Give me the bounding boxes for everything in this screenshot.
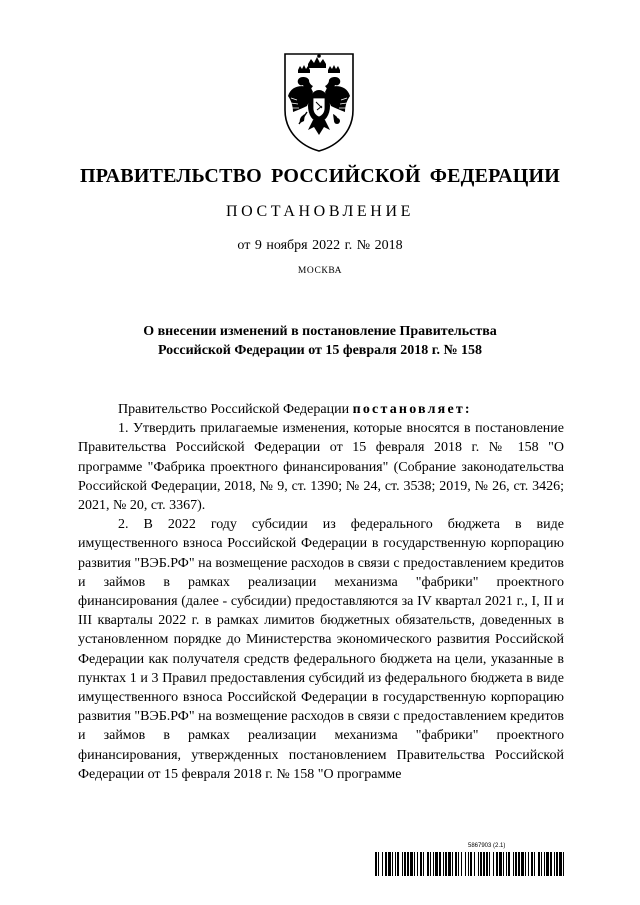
paragraph-item-2: 2. В 2022 году субсидии из федерального бюджета в виде имущественного взноса Российской Федерации в государственную корпорацию развития "ВЭБ.РФ" на возмещение расходов в связи с предоставлением кредитов и займов в рамках реализации механизма "фабрики" проектного финансирования (далее - субсидии) предоставляются за IV квартал 2021 г., I, II и III кварталы 2022 г. в рамках лимитов бюджетных обязательств, доведенных в установленном порядке до Министерства экономического развития Российской Федерации как получателя средств федерального бюджета на цели, указанные в пунктах 1 и 3 Правил предоставления субсидий из федерального бюджета в виде имущественного взноса Российской Федерации в государственную корпорацию развития "ВЭБ.РФ" на возмещение расходов в связи с предоставлением кредитов и займов в рамках реализации механизма "фабрики" проектного финансирования, утвержденных постановлением Правительства Российской Федерации от 15 февраля 2018 г. № 158 "О программе — [78, 517, 564, 782]
barcode-icon — [375, 852, 565, 876]
intro-text: Правительство Российской Федерации — [118, 402, 350, 417]
intro-verb: постановляет: — [352, 402, 472, 417]
document-title-line-1: О внесении изменений в постановление Правительства — [143, 324, 497, 339]
barcode-id: 5867903 (2.1) — [468, 843, 506, 849]
document-city: МОСКВА — [297, 266, 343, 276]
document-title-line-2: Российской Федерации от 15 февраля 2018 г. № 158 — [157, 343, 483, 358]
document-type: ПОСТАНОВЛЕНИЕ — [226, 203, 414, 220]
document-title — [60, 322, 580, 360]
government-name: ПРАВИТЕЛЬСТВО РОССИЙСКОЙ ФЕДЕРАЦИИ — [80, 165, 560, 187]
paragraph-item-1: 1. Утвердить прилагаемые изменения, которые вносятся в постановление Правительства Российской Федерации от 15 февраля 2018 г. № 158 "О программе "Фабрика проектного финансирования" (Собрание законодательства Российской Федерации, 2018, № 9, ст. 1390; № 24, ст. 3538; 2019, № 26, ст. 3426; 2021, № 20, ст. 3367). — [78, 421, 564, 514]
intro-paragraph — [78, 400, 564, 419]
document-date-number: от 9 ноября 2022 г. № 2018 — [237, 238, 403, 253]
coat-of-arms-icon — [281, 50, 357, 154]
document-body — [78, 400, 564, 784]
